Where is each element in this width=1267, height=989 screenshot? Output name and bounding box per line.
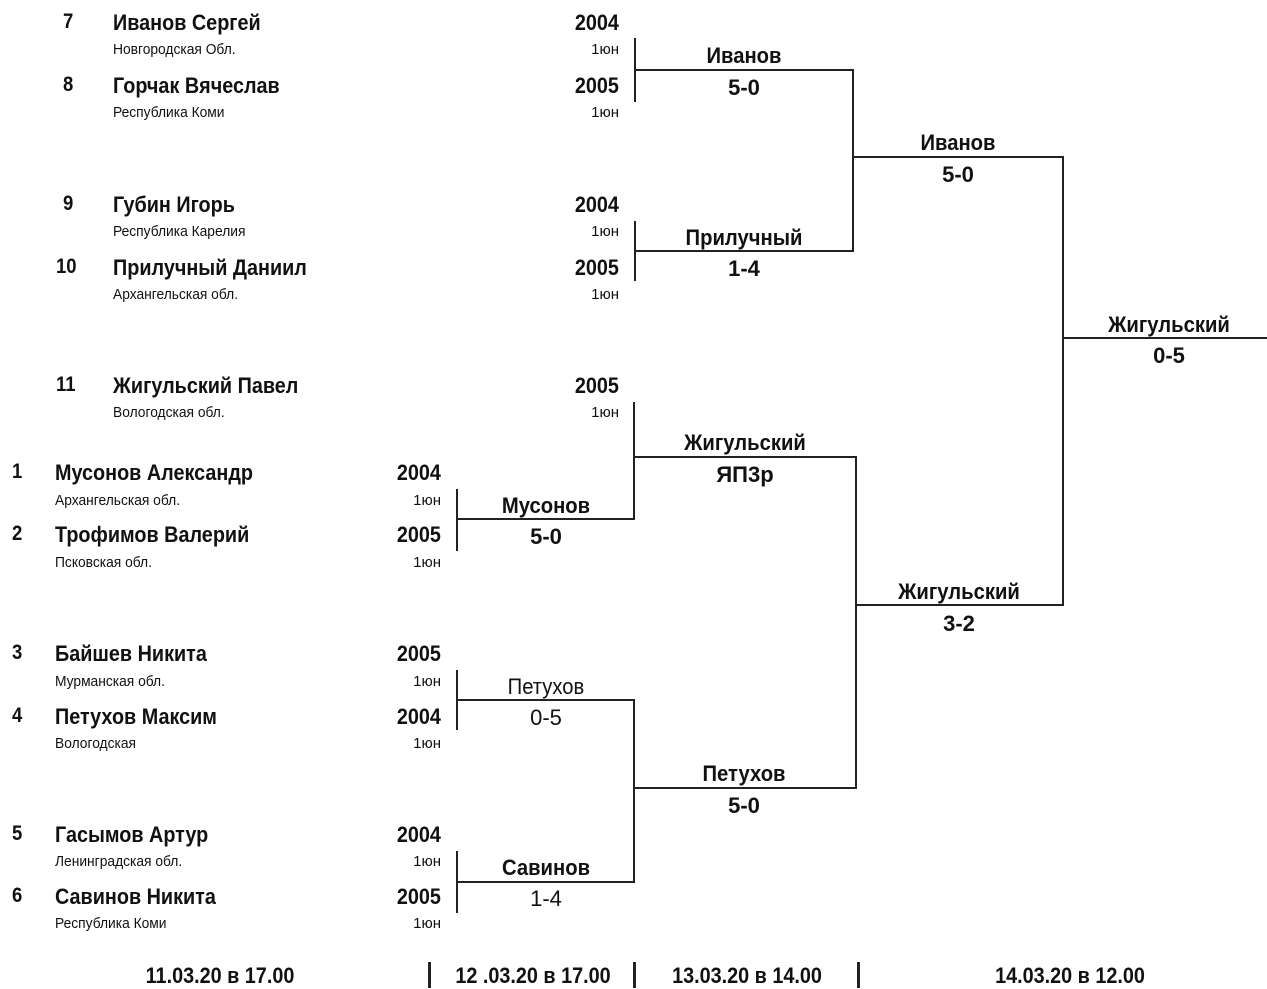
birth-year: 2004 [396,822,441,847]
birth-year: 2005 [396,641,441,666]
player-rank: 1юн [413,853,441,870]
birth-year: 2004 [396,460,441,485]
bracket-connector [633,402,635,520]
player-name: Гасымов Артур [55,822,209,847]
bracket-connector [852,69,854,252]
bracket-connector [634,69,854,71]
player-region: Архангельская обл. [55,492,181,509]
seed-number: 7 [63,10,74,33]
match-winner: Прилучный [685,225,803,250]
birth-year: 2005 [574,255,619,280]
seed-number: 2 [12,522,23,545]
birth-year: 2004 [396,704,441,729]
match-winner: Петухов [507,674,585,699]
match-winner: Жигульский [898,579,1020,604]
player-name: Трофимов Валерий [55,522,250,547]
match-winner: Иванов [920,130,996,155]
player-name: Жигульский Павел [113,373,299,398]
match-winner: Иванов [706,43,782,68]
bracket-connector [633,699,635,883]
match-score: ЯП3р [716,462,774,487]
bracket-connector [855,456,857,789]
match-score: 5-0 [728,793,760,818]
seed-number: 9 [63,192,74,215]
column-separator [857,962,860,988]
match-score: 5-0 [728,75,760,100]
player-rank: 1юн [591,223,619,240]
birth-year: 2005 [396,522,441,547]
player-region: Республика Карелия [113,223,246,240]
player-region: Вологодская [55,735,137,752]
match-winner: Савинов [501,855,591,880]
column-separator [428,962,431,988]
seed-number: 1 [12,460,23,483]
seed-number: 11 [56,373,76,396]
player-region: Республика Коми [55,915,167,932]
player-name: Прилучный Даниил [113,255,307,280]
player-rank: 1юн [413,915,441,932]
player-name: Савинов Никита [55,884,216,909]
seed-number: 3 [12,641,23,664]
match-winner: Мусонов [501,493,591,518]
player-region: Мурманская обл. [55,673,165,690]
player-rank: 1юн [591,404,619,421]
player-rank: 1юн [413,492,441,509]
round-date: 12 .03.20 в 17.00 [455,963,611,988]
match-winner: Петухов [702,761,786,786]
round-date: 11.03.20 в 17.00 [145,963,295,988]
player-rank: 1юн [591,286,619,303]
match-score: 5-0 [942,162,974,187]
player-name: Петухов Максим [55,704,217,729]
player-region: Республика Коми [113,104,225,121]
birth-year: 2004 [574,192,619,217]
player-rank: 1юн [413,735,441,752]
player-name: Байшев Никита [55,641,207,666]
bracket-connector [633,787,857,789]
player-rank: 1юн [413,673,441,690]
player-region: Ленинградская обл. [55,853,183,870]
bracket-connector [456,881,635,883]
player-region: Новгородская Обл. [113,41,236,58]
birth-year: 2004 [574,10,619,35]
player-region: Вологодская обл. [113,404,225,421]
match-score: 0-5 [530,705,562,730]
bracket-connector [852,156,1063,158]
player-rank: 1юн [591,41,619,58]
seed-number: 4 [12,704,23,727]
birth-year: 2005 [574,373,619,398]
player-rank: 1юн [413,554,441,571]
bracket-connector [456,489,458,551]
seed-number: 10 [56,255,77,278]
match-winner: Жигульский [684,430,806,455]
round-date: 14.03.20 в 12.00 [995,963,1145,988]
player-name: Губин Игорь [113,192,235,217]
match-score: 3-2 [943,611,975,636]
player-rank: 1юн [591,104,619,121]
player-name: Мусонов Александр [55,460,254,485]
match-score: 1-4 [728,256,760,281]
column-separator [633,962,636,988]
birth-year: 2005 [396,884,441,909]
player-name: Иванов Сергей [113,10,261,35]
round-date: 13.03.20 в 14.00 [672,963,822,988]
player-name: Горчак Вячеслав [113,73,280,98]
bracket-connector [1062,156,1064,606]
seed-number: 5 [12,822,23,845]
player-region: Псковская обл. [55,554,152,571]
player-region: Архангельская обл. [113,286,239,303]
seed-number: 6 [12,884,23,907]
match-score: 5-0 [530,524,562,549]
final-winner: Жигульский [1108,312,1230,337]
seed-number: 8 [63,73,74,96]
bracket-connector [633,456,857,458]
final-score: 0-5 [1153,343,1185,368]
match-score: 1-4 [530,886,562,911]
birth-year: 2005 [574,73,619,98]
